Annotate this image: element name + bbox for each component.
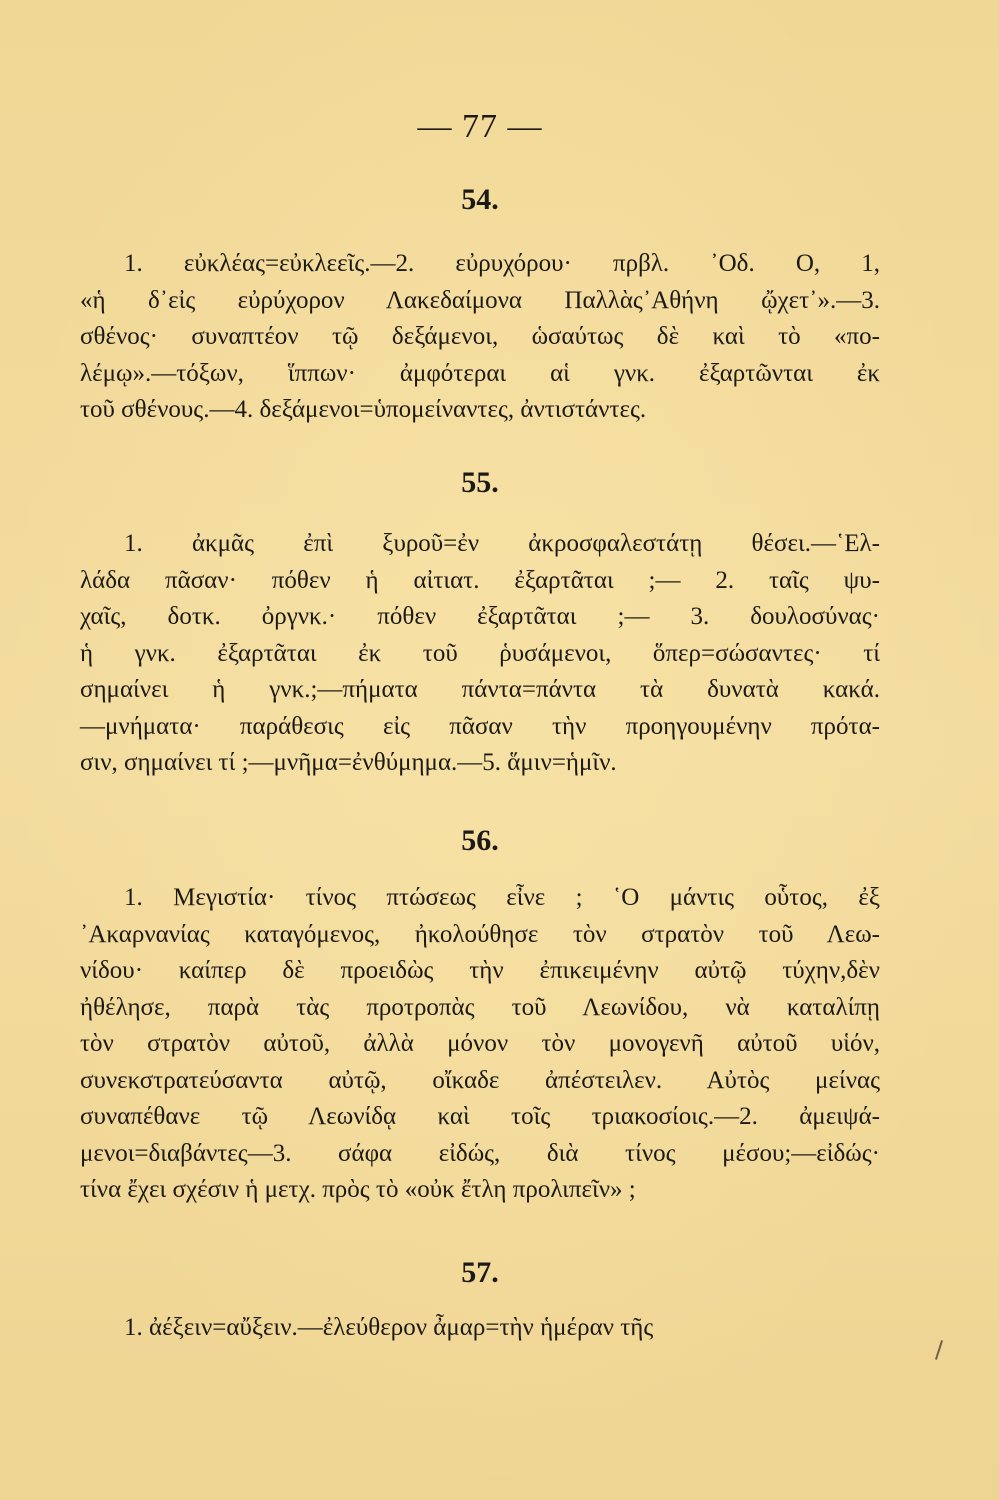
text-line: ἡ γνκ. ἐξαρτᾶται ἐκ τοῦ ῥυσάμενοι, ὅπερ=σώσαντες· τί xyxy=(80,639,880,667)
section-heading-55: 55. xyxy=(461,466,499,499)
text-line: 1. εὐκλέας=εὐκλεεῖς.—2. εὐρυχόρου· πρβλ. ᾿Οδ. Ο, 1, xyxy=(124,250,880,277)
section-heading-56: 56. xyxy=(461,824,499,857)
section-57-text xyxy=(80,1310,880,1347)
section-56-text xyxy=(80,880,880,1209)
text-line: τὸν στρατὸν αὐτοῦ, ἀλλὰ μόνον τὸν μονογενῆ αὐτοῦ υἱόν, xyxy=(80,1030,880,1057)
text-line: 1. ἀέξειν=αὔξειν.—ἐλεύθερον ἆμαρ=τὴν ἡμέραν τῆς xyxy=(124,1314,654,1341)
text-line: σιν, σημαίνει τί ;—μνῆμα=ἐνθύμημα.—5. ἅμιν=ἡμῖν. xyxy=(80,749,617,776)
text-line: συναπέθανε τῷ Λεωνίδᾳ καὶ τοῖς τριακοσίοις.—2. ἀμειψά- xyxy=(80,1103,880,1130)
section-54-text xyxy=(80,246,880,429)
text-line: μενοι=διαβάντες—3. σάφα εἰδώς, διὰ τίνος μέσου;—εἰδώς· xyxy=(80,1139,880,1167)
text-line: —μνήματα· παράθεσις εἰς πᾶσαν τὴν προηγουμένην πρότα- xyxy=(80,712,880,740)
section-heading-54: 54. xyxy=(461,183,499,216)
text-line: τίνα ἔχει σχέσιν ἡ μετχ. πρὸς τὸ «οὐκ ἔτλη προλιπεῖν» ; xyxy=(80,1176,636,1203)
section-heading-57: 57. xyxy=(461,1256,499,1289)
text-line: συνεκστρατεύσαντα αὐτῷ, οἴκαδε ἀπέστειλεν. Αὐτὸς μείνας xyxy=(80,1066,880,1094)
section-55-text xyxy=(80,526,880,782)
text-line: χαῖς, δοτκ. ὀργνκ.· πόθεν ἐξαρτᾶται ;— 3. δουλοσύνας· xyxy=(80,603,880,630)
text-line: ἠθέλησε, παρὰ τὰς προτροπὰς τοῦ Λεωνίδου, νὰ καταλίπῃ xyxy=(80,993,880,1021)
text-line: λέμῳ».—τόξων, ἵππων· ἀμφότεραι αἱ γνκ. ἐξαρτῶνται ἐκ xyxy=(80,359,880,387)
page-number: — 77 — xyxy=(417,108,543,145)
text-line: σημαίνει ἡ γνκ.;—πήματα πάντα=πάντα τὰ δυνατὰ κακά. xyxy=(80,676,880,703)
text-line: «ἡ δ᾿εἰς εὐρύχορον Λακεδαίμονα Παλλὰς᾿Αθήνη ᾤχετ᾿».—3. xyxy=(80,286,880,314)
pencil-mark xyxy=(935,1340,943,1360)
text-line: τοῦ σθένους.—4. δεξάμενοι=ὑπομείναντες, ἀντιστάντες. xyxy=(80,396,647,423)
text-line: 1. ἀκμᾶς ἐπὶ ξυροῦ=ἐν ἀκροσφαλεστάτῃ θέσει.—῾Ελ- xyxy=(124,530,880,557)
text-line: 1. Μεγιστία· τίνος πτώσεως εἶνε ; ῾Ο μάντις οὗτος, ἐξ xyxy=(124,884,880,911)
text-line: λάδα πᾶσαν· πόθεν ἡ αἰτιατ. ἐξαρτᾶται ;— 2. ταῖς ψυ- xyxy=(80,566,880,594)
text-line: σθένος· συναπτέον τῷ δεξάμενοι, ὡσαύτως δὲ καὶ τὸ «πο- xyxy=(80,323,880,350)
text-line: νίδου· καίπερ δὲ προειδὼς τὴν ἐπικειμένην αὐτῷ τύχην,δὲν xyxy=(80,957,880,984)
text-line: ᾿Ακαρνανίας καταγόμενος, ἠκολούθησε τὸν στρατὸν τοῦ Λεω- xyxy=(80,920,880,948)
